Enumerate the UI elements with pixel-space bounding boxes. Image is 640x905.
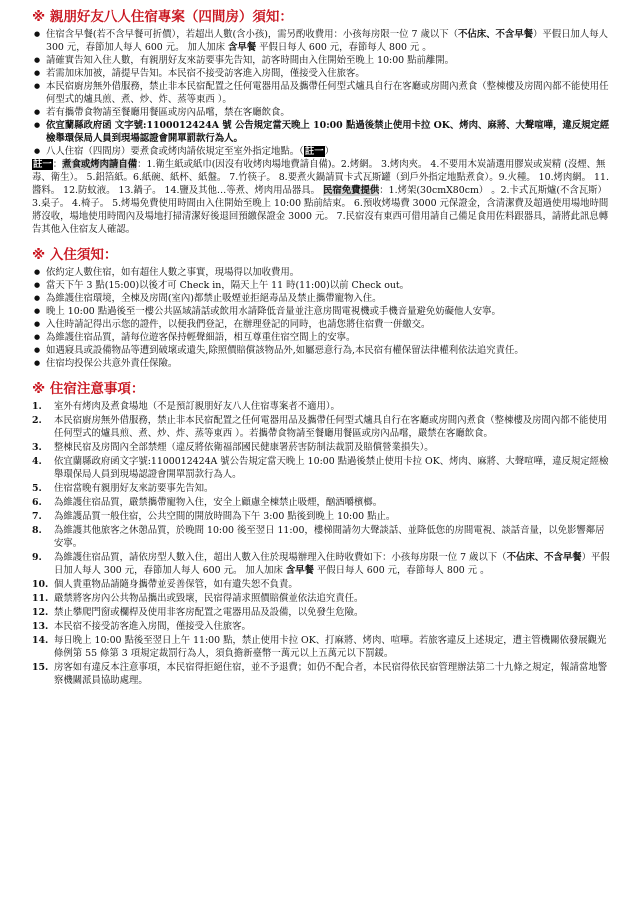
house-rules-list [32, 400, 610, 687]
list-item: 9. 為維護住宿品質，請依房型人數入住，超出人數入住於現場辦理入住時收費如下：小孩每房限一位 7 歲以下（不佔床、不含早餐）平假日加人每人 300 元，春節加人每人 600 元。 加人加床 含早餐 平假日每人 600 元，春節每人 800 元 。 [32, 552, 610, 576]
list-item: 11. 嚴禁將客房內公共物品攜出或毀壞，民宿得請求照價賠償並依法追究責任。 [32, 593, 364, 604]
list-item: 1. 室外有烤肉及煮食場地（不是預訂親朋好友八人住宿專案者不適用）。 [32, 401, 340, 412]
list-item: ● 本民宿廚房無外借服務，禁止非本民宿配置之任何電器用品及攜帶任何型式爐具自行在客廳或房間內煮食（整棟樓及房間內都不能使用任何型式的爐具煎、煮、炒、炸、蒸等東西 ）。 [46, 80, 610, 106]
list-item: 15. 房客如有違反本注意事項，本民宿得拒絕住宿，並不予退費；如仍不配合者，本民宿得依民宿管理辦法第二十九條之規定，報請當地警察機關派員協助處理。 [32, 662, 608, 686]
list-item: 8. 為維護其他旅客之休憩品質，於晚間 10:00 後至翌日 11:00，樓梯間請勿大聲談話、並降低您的房間電視、談話音量，以免影響鄰居安寧。 [32, 525, 605, 549]
list-item: 7. 為維護品質一般住宿，公共空間的開放時間為下午 3:00 點後到晚上 10:00 點止。 [32, 511, 396, 522]
list-item: 2. 本民宿廚房無外借服務，禁止非本民宿配置之任何電器用品及攜帶任何型式爐具自行在客廳或房間內煮食（整棟樓及房間內都不能使用任何型式的爐具煎、煮、炒、炸、蒸等東西 ）。若攜帶食物請至餐廳用餐區或房內品嚐，嚴禁在客廳飲食。 [32, 415, 608, 439]
list-item: 13. 本民宿不接受訪客進入房間，僅接受入住旅客。 [32, 621, 251, 632]
list-item: 14. 每日晚上 10:00 點後至翌日上午 11:00 點，禁止使用卡拉 OK、打麻將、烤肉、喧嘩。若旅客違反上述規定，遭主管機關依發展觀光條例第 55 條第 3 項規定裁罰行為人，須負擔新臺幣一萬元以上五萬元以下罰鍰。 [32, 635, 607, 659]
list-item: ● 為維護住宿品質，請每位遊客保持輕聲細語，相互尊重住宿空間上的安寧。 [46, 331, 610, 344]
list-item: ● 住宿均投保公共意外責任保險。 [46, 357, 610, 370]
section-check-in [32, 246, 610, 370]
group-package-list [32, 28, 610, 158]
free-provided-label: 民宿免費提供 [323, 185, 380, 196]
list-item: ● 為維護住宿環境，全棟及房間(室內)都禁止吸煙並拒絕毒品及禁止攜帶寵物入住。 [46, 292, 610, 305]
note-title: 煮食或烤肉請自備 [62, 159, 138, 170]
list-item: 12. 禁止攀爬門窗或欄桿及使用非客房配置之電器用品及設備，以免發生危險。 [32, 607, 364, 618]
list-item: ● 晚上 10:00 點過後至一樓公共區域請話或飲用水請降低音量並注意房間電視機或手機音量避免妨礙他人安寧。 [46, 305, 610, 318]
list-item: ● 若有攜帶食物請至餐廳用餐區或房內品嚐，禁在客廳飲食。 [46, 106, 610, 119]
section-title-check-in: ※ 入住須知： [32, 247, 118, 263]
list-item: 10. 個人貴重物品請隨身攜帶並妥善保管，如有遺失恕不負責。 [32, 579, 298, 590]
list-item: ● 當天下午 3 點(15:00)以後才可 Check in，隔天上午 11 時(11:00)以前 Check out。 [46, 279, 610, 292]
list-item: 3. 整棟民宿及房間內全部禁煙（違反將依衛福部國民健康署菸害防制法裁罰及賠償營業損失）。 [32, 442, 434, 453]
section-title-group-package: ※ 親朋好友八人住宿專案（四間房）須知： [32, 9, 293, 25]
list-item: ● 若需加床加被，請提早告知。本民宿不接受訪客進入房間，僅接受入住旅客。 [46, 67, 610, 80]
note-one-paragraph: 註一：煮食或烤肉請自備：1.衛生紙或紙巾(因沒有收烤肉場地費請自備)。2.烤網。 3.烤肉夾。 4.不要用木炭請選用膠炭或炭精 (沒煙、無毒、衛生）。 5.鋁箔紙。6.紙碗、紙杯、紙盤。 7.竹筷子。 8.要煮火鍋請買卡式瓦斯罐（到戶外指定地點煮食）。9.火種。 10.烤肉網。 11.醬料。 12.防蚊液。 13.鍋子。 14.鹽及其他…等煮、烤肉用品器具。 民宿免費提供：1.烤架(30cmX80cm） 。2.卡式瓦斯爐(不含瓦斯） 3.桌子。 4.椅子。 5.烤場免費使用時間由入住開始至晚上 10:00 點前結束。 6.預收烤場費 3000 元保證金，含清潔費及超過使用場地時間將沒收，場地使用時間內及場地打掃清潔好後退回預繳保證金 3000 元。 7.民宿沒有東西可借用請自己備足食用佐料跟器具，請將此訊息轉告其他入住宿友人確認。 [32, 159, 609, 235]
section-title-house-rules: ※ 住宿注意事項： [32, 381, 145, 397]
list-item: ● 入住時請記得出示您的證件，以便我們登記，在辦理登記的同時，也請您將住宿費一併繳交。 [46, 318, 610, 331]
list-item: ● 如遇寢具或設備物品等遭到破壞或遺失,除照價賠償該物品外,如屬惡意行為,本民宿有權保留法律權利依法追究責任。 [46, 344, 610, 357]
list-item: ● 依宜蘭縣政府函 文字號:1100012424A 號 公告規定當天晚上 10:00 點過後禁止使用卡拉 OK、烤肉、麻將、大聲喧嘩，違反規定經檢舉環保局人員到現場認證會開單罰款行為人。 [46, 119, 610, 145]
section-house-rules [32, 380, 610, 687]
section-group-package [32, 8, 610, 236]
note-ref-badge: 註一 [304, 146, 324, 157]
list-item: ● 請確實告知入住人數，有親朋好友來訪要事先告知，訪客時間由入住開始至晚上 10:00 點前離開。 [46, 54, 610, 67]
check-in-list [32, 266, 610, 370]
list-item: ● 八人住宿（四間房）要煮食或烤肉請依規定至室外指定地點。（註一） [46, 145, 610, 158]
note-label-badge: 註一 [33, 159, 52, 170]
list-item: 4. 依宜蘭縣政府函文字號:1100012424A 號公告規定當天晚上 10:00 點過後禁止使用卡拉 OK、烤肉、麻將、大聲喧嘩，違反規定經檢舉環保局人員到現場認證會開單罰款行為人。 [32, 456, 609, 480]
list-item: ● 住宿含早餐(若不含早餐可折價），若超出人數(含小孩)，需另酌收費用：小孩每房限一位 7 歲以下（不佔床、不含早餐）平假日加人每人 300 元，春節加人每人 600 元。 加人加床 含早餐 平假日每人 600 元，春節每人 800 元 。 [46, 28, 610, 54]
list-item: ● 依約定人數住宿，如有超住人數之事實，現場得以加收費用。 [46, 266, 610, 279]
list-item: 5. 住宿當晚有親朋好友來訪要事先告知。 [32, 483, 214, 494]
list-item: 6. 為維護住宿品質，嚴禁攜帶寵物入住，安全上顧慮全棟禁止吸煙，酗酒嚼檳榔。 [32, 497, 383, 508]
